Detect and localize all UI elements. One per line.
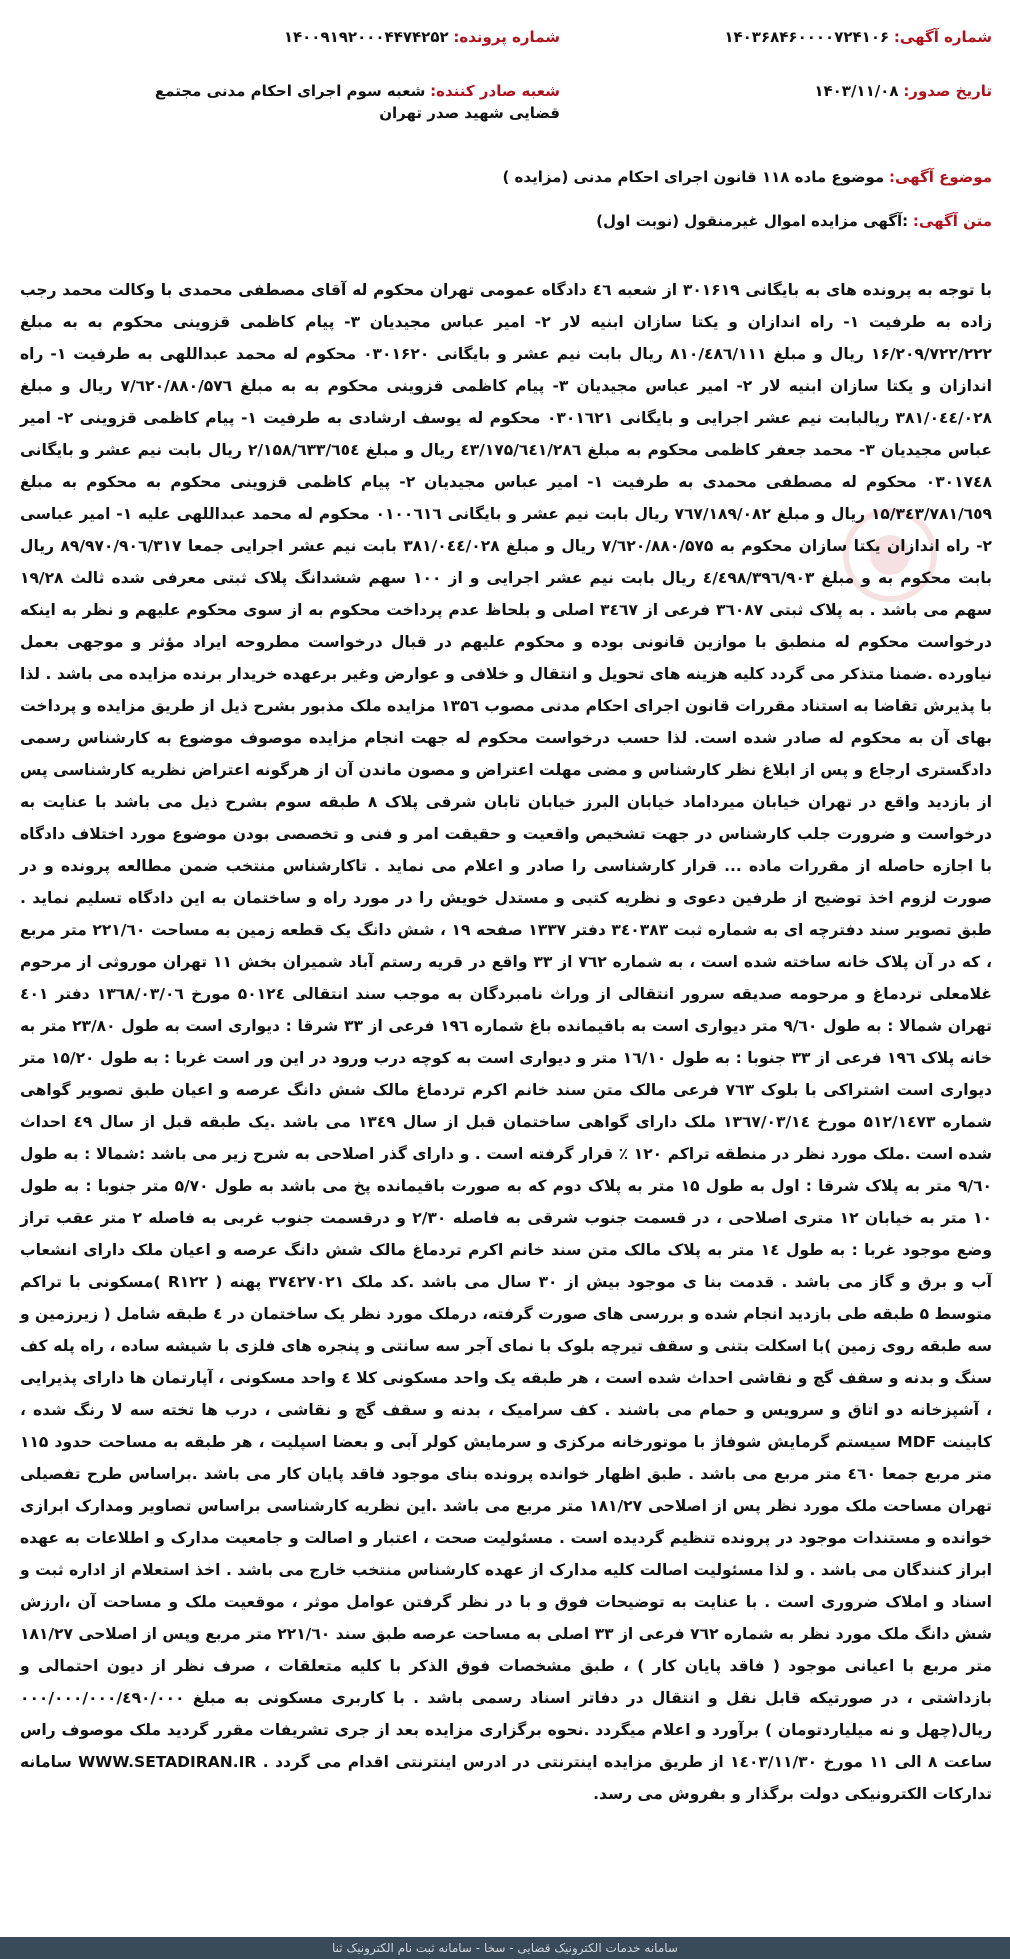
case-number-label: شماره پرونده: bbox=[453, 28, 560, 46]
footer-bar bbox=[0, 1937, 1010, 1959]
issue-date-label: تاریخ صدور: bbox=[903, 82, 992, 100]
notice-text-label: متن آگهی: bbox=[912, 212, 992, 230]
notice-number-value: ۱۴۰۳۶۸۴۶۰۰۰۰۷۲۴۱۰۶ bbox=[724, 28, 890, 46]
notice-body-text: با توجه به پرونده های به بایگانی ۳۰۱۶۱۹ از شعبه ٤٦ دادگاه عمومی تهران محکوم له آقای مصطفی محمدی با وکالت محمد رجب زاده به طرفیت ۱- راه اندازان و یکتا سازان ابنیه لار ۲- امیر عباس مجیدیان ۳- پیام کاظمی قزوینی محکوم به به مبلغ ۱۶/۲۰۹/۷۲۲/۲۲۲ ریال و مبلغ ۸۱۰/٤۸٦/۱۱۱ ریال بابت نیم عشر و بایگانی ۰۳۰۱۶۲۰ محکوم له محمد عبداللهی به طرفیت ۱- راه اندازان و یکتا سازان ابنیه لار ۲- امیر عباس مجیدیان ۳- پیام کاظمی قزوینی محکوم به به مبلغ ۷/٦۲۰/۸۸۰/۵۷٦ ریال و مبلغ ۳۸۱/۰٤٤/۰۲۸ ریالبابت نیم عشر اجرایی و بایگانی ۰۳۰۱٦۲۱ محکوم له یوسف ارشادی به طرفیت ۱- پیام کاظمی قزوینی ۲- امیر عباس مجیدیان ۳- محمد جعفر کاظمی محکوم به مبلغ ٤۳/۱۷۵/٦٤۱/۲۸٦ ریال و مبلغ ۲/۱۵۸/٦۳۳/٦٥٤ ریال بابت نیم عشر و بایگانی ۰۳۰۱۷٤۸ محکوم له مصطفی محمدی به طرفیت ۱- امیر عباس مجیدیان ۲- پیام کاظمی قزوینی محکوم به محکوم به مبلغ ۱۵/۳٤۳/۷۸۱/٦٥۹ ریال و مبلغ ۷٦۷/۱۸۹/۰۸۲ ریال بابت نیم عشر و بایگانی ۰۱۰۰٦۱٦ محکوم له محمد عبداللهی علیه ۱- امیر عباسی ۲- راه اندازان یکتا سازان محکوم به ۷/٦۲۰/۸۸۰/۵۷۵ ریال و مبلغ ۳۸۱/۰٤٤/۰۲۸ بابت نیم عشر اجرایی جمعا ۸۹/۹۷۰/۹۰٦/۳۱۷ ریال بابت محکوم به و مبلغ ٤/٤۹۸/۳۹٦/۹۰۳ ریال بابت نیم عشر اجرایی و از ۱۰۰ سهم ششدانگ پلاک ثبتی معرفی شده ثالث ۱۹/۲۸ سهم می باشد . به پلاک ثبتی ۳٦۰۸۷ فرعی از ۳٤٦۷ اصلی و بلحاظ عدم پرداخت محکوم به از سوی محکوم علیهم و نظر به اینکه درخواست محکوم له منطبق با موازین قانونی بوده و محکوم علیهم در قبال درخواست مطروحه ایراد مؤثر و موجهی بعمل نیاورده .ضمنا متذکر می گردد کلیه هزینه های تحویل و انتقال و خلافی و عوارض وغیر برعهده خریدار برنده مزایده می باشد . لذا با پذیرش تقاضا به استناد مقررات قانون اجرای احکام مدنی مصوب ۱۳۵٦ مزایده ملک مذبور بشرح ذیل از طریق مزایده و پرداخت بهای آن به محکوم له صادر شده است. لذا حسب درخواست محکوم له جهت انجام مزایده موصوف موضوع به کارشناس رسمی دادگستری ارجاع و پس از ابلاغ نظر کارشناس و مضی مهلت اعتراض و مصون ماندن آن از هرگونه اعتراض نظریه کارشناسی پس از بازدید واقع در تهران خیابان میرداماد خیابان البرز خیابان تابان شرقی پلاک ۸ طبقه سوم بشرح ذیل می باشد با عنایت به درخواست و ضرورت جلب کارشناس در جهت تشخیص واقعیت و حقیقت امر و فنی و تخصصی بودن موضوع مورد اختلاف دادگاه با اجازه حاصله از مقررات ماده ... قرار کارشناسی را صادر و اعلام می نماید . تاکارشناس منتخب ضمن مطالعه پرونده و در صورت لزوم اخذ توضیح از طرفین دعوی و نظریه کتبی و مستدل خویش را در مورد راه و ساختمان به این دادگاه تسلیم نماید . طبق تصویر سند دفترچه ای به شماره ثبت ۳٤۰۳۸۳ دفتر ۱۳۳۷ صفحه ۱۹ ، شش دانگ یک قطعه زمین به مساحت ۲۲۱/٦۰ متر مربع ، که در آن پلاک خانه ساخته شده است ، به شماره ۷٦۲ از ۳۳ واقع در قریه رستم آباد شمیران بخش ۱۱ تهران موروثی از مرحوم غلامعلی تردماغ و مرحومه صدیقه سرور انتقالی از وراث نامبردگان به موجب سند انتقالی ۵۰۱۲٤ مورخ ۱۳٦۸/۰۳/۰٦ دفتر ٤۰۱ تهران شمالا : به طول ۹/٦۰ متر دیواری است به باقیمانده باغ شماره ۱۹٦ فرعی از ۳۳ شرقا : دیواری است به طول ۲۳/۸۰ متر به خانه پلاک ۱۹٦ فرعی از ۳۳ جنوبا : به طول ۱٦/۱۰ متر و دیواری است به کوچه درب ورود در این ور است غربا : به طول ۱۵/۲۰ متر دیواری است اشتراکی با بلوک ۷٦۳ فرعی مالک متن سند خانم اکرم تردماغ مالک شش دانگ عرصه و اعیان طبق تصویر گواهی شماره ۵۱۲/۱٤۷۳ مورخ ۱۳٦۷/۰۳/۱٤ ملک دارای گواهی ساختمان قبل از سال ۱۳٤۹ می باشد .یک طبقه قبل از سال ٤۹ احداث شده است .ملک مورد نظر در منطقه تراکم ۱۲۰ ٪ قرار گرفته است . و دارای گذر اصلاحی به شرح زیر می باشد :شمالا : به طول ۹/٦۰ متر به پلاک شرقا : اول به طول ۱۵ متر به پلاک دوم که به صورت باقیمانده پخ می باشد به طول ۵/۷۰ متر جنوبا : به طول ۱۰ متر به خیابان ۱۲ متری اصلاحی ، در قسمت جنوب شرقی به فاصله ۲/۳۰ و درقسمت جنوب غربی به فاصله ۲ متر عقب تراز وضع موجود غربا : به طول ۱٤ متر به پلاک مالک متن سند خانم اکرم تردماغ مالک شش دانگ عرصه و اعیان ملک دارای انشعاب آب و برق و گاز می باشد . قدمت بنا ی موجود بیش از ۳۰ سال می باشد .کد ملک ۳۷٤۲۷۰۲۱ پهنه ( R۱۲۲ )مسکونی با تراکم متوسط ۵ طبقه طی بازدید انجام شده و بررسی های صورت گرفته، درملک مورد نظر یک ساختمان در ٤ طبقه شامل ( زیرزمین و سه طبقه روی زمین )با اسکلت بتنی و سقف تیرچه بلوک با نمای آجر سه سانتی و پنجره های فلزی با شیشه ساده ، راه پله کف سنگ و بدنه و سقف گچ و نقاشی احداث شده است ، هر طبقه یک واحد مسکونی کلا ٤ واحد مسکونی ، آپارتمان ها دارای پذیرایی ، آشپزخانه دو اتاق و سرویس و حمام می باشند . کف سرامیک ، بدنه و سقف گچ و نقاشی ، درب ها تخته سه لا رنگ شده ، کابینت MDF سیستم گرمایش شوفاژ با موتورخانه مرکزی و سرمایش کولر آبی و بعضا اسپلیت ، هر طبقه به مساحت حدود ۱۱۵ متر مربع جمعا ٤٦۰ متر مربع می باشد . طبق اظهار خوانده پرونده بنای موجود فاقد پایان کار می باشد .براساس طرح تفصیلی تهران مساحت ملک مورد نظر پس از اصلاحی ۱۸۱/۲۷ متر مربع می باشد .این نظریه کارشناسی براساس تصاویر ومدارک ابرازی خوانده و مستندات موجود در پرونده تنظیم گردیده است . مسئولیت صحت ، اعتبار و اصالت و جامعیت مدارک و اطلاعات به عهده ابراز کنندگان می باشد . و لذا مسئولیت اصالت کلیه مدارک از عهده کارشناس منتخب خارج می باشد . اخذ استعلام از اداره ثبت و اسناد و املاک ضروری است . با عنایت به توضیحات فوق و با در نظر گرفتن عوامل موثر ، موقعیت ملک و مساحت آن ،ارزش شش دانگ ملک مورد نظر به شماره ۷٦۲ فرعی از ۳۳ اصلی به مساحت عرصه طبق سند ۲۲۱/٦۰ متر مربع وپس از اصلاحی ۱۸۱/۲۷ متر مربع با اعیانی موجود ( فاقد پایان کار ) ، طبق مشخصات فوق الذکر با کلیه متعلقات ، صرف نظر از دیون احتمالی و بازداشتی ، در صورتیکه قابل نقل و انتقال در دفاتر اسناد رسمی باشد . با کاربری مسکونی به مبلغ ۰۰۰/۰۰۰/۰۰۰/٤۹۰/۰۰۰ ریال(چهل و نه میلیاردتومان ) برآورد و اعلام میگردد .نحوه برگزاری مزایده بعد از جری تشریفات مقرر گردید ملک موصوف راس ساعت ۸ الی ۱۱ مورخ ۱٤۰۳/۱۱/۳۰ از طریق مزایده اینترنتی در ادرس اینترنتی اقدام می گردد . WWW.SETADIRAN.IR سامانه تدارکات الکترونیکی دولت برگذار و بفروش می رسد. bbox=[20, 280, 993, 1803]
issuing-branch-value: شعبه سوم اجرای احکام مدنی مجتمع قضایی شهید صدر تهران bbox=[154, 82, 560, 122]
notice-number-row bbox=[724, 26, 992, 48]
footer-text: سامانه خدمات الکترونیک قضایی - سخا - سامانه ثبت نام الکترونیک ثنا bbox=[332, 1941, 678, 1955]
case-number-row bbox=[284, 26, 560, 48]
notice-number-label: شماره آگهی: bbox=[893, 28, 992, 46]
issuing-branch-label: شعبه صادر کننده: bbox=[430, 82, 560, 100]
issue-date-value: ۱۴۰۳/۱۱/۰۸ bbox=[814, 82, 899, 100]
notice-text-title: :آگهی مزایده اموال غیرمنقول (نوبت اول) bbox=[596, 212, 909, 230]
subject-value: موضوع ماده ۱۱۸ قانون اجرای احکام مدنی (مزایده ) bbox=[502, 168, 885, 186]
subject-label: موضوع آگهی: bbox=[888, 168, 992, 186]
subject-row bbox=[502, 166, 992, 188]
issuing-branch-row bbox=[130, 80, 560, 124]
case-number-value: ۱۴۰۰۹۱۹۲۰۰۰۴۴۷۴۲۵۲ bbox=[283, 28, 449, 46]
notice-text-title-row bbox=[596, 210, 992, 232]
issue-date-row bbox=[814, 80, 992, 102]
